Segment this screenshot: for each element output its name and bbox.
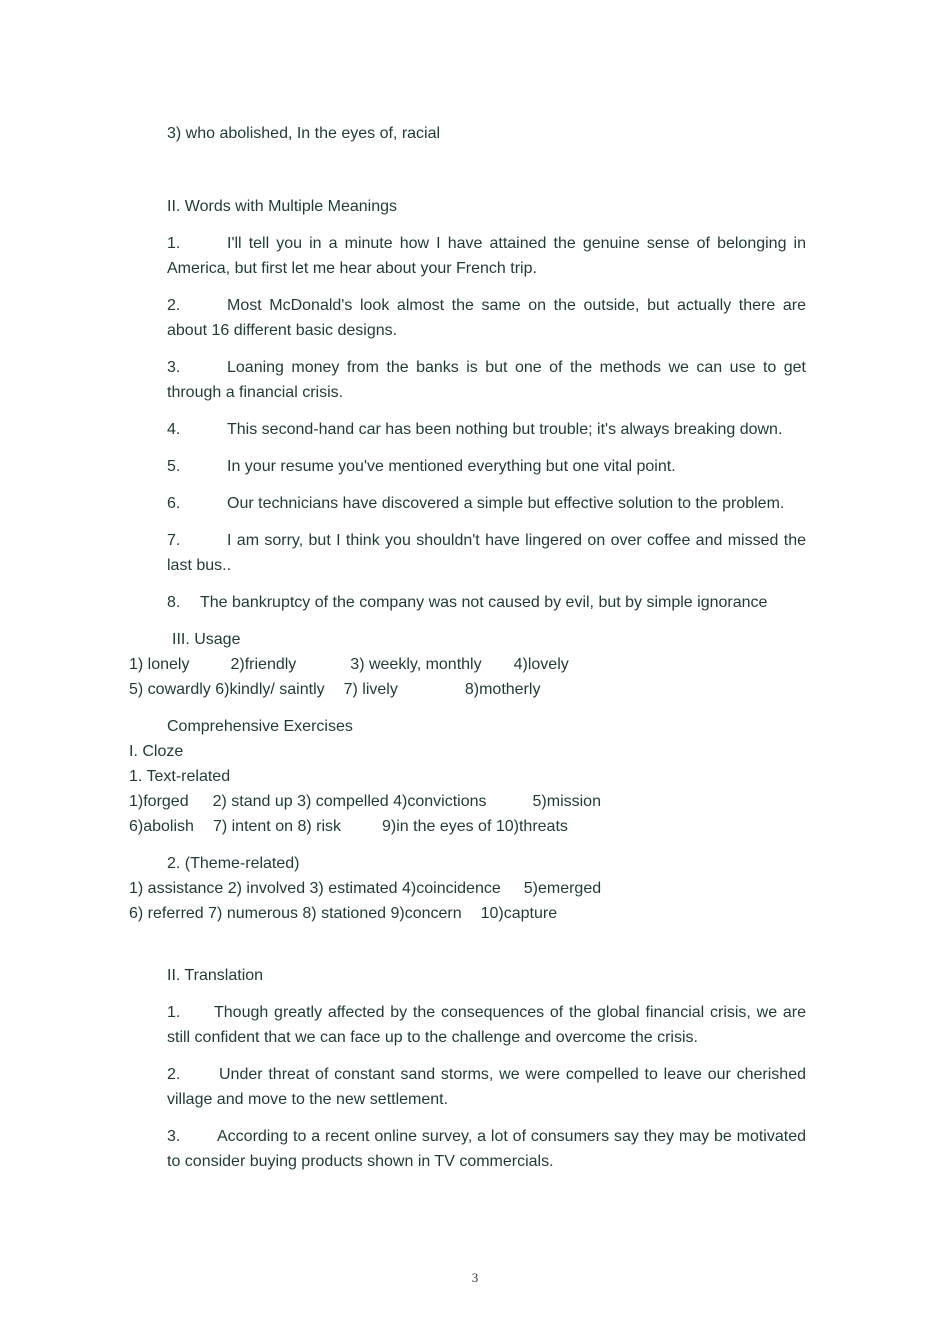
numbered-item [129,1124,806,1174]
cloze-row [129,789,806,814]
item-text: According to a recent online survey, a lot of consumers say they may be motivated to consider buying products shown in TV commercials. [167,1128,806,1170]
cloze-row [129,901,806,926]
section-title: III. Usage [172,631,241,648]
item-number: 7. [167,532,181,549]
item-text: I am sorry, but I think you shouldn't have lingered on over coffee and missed the last bus.. [167,532,806,574]
usage-row [129,677,806,702]
item-text: Under threat of constant sand storms, we were compelled to leave our cherished village and move to the new settlement. [167,1066,806,1108]
numbered-item [129,1000,806,1050]
usage-answer: 2)friendly [230,656,297,673]
item-number: 8. [167,594,181,611]
item-number: 1. [167,1004,181,1021]
section-title: Comprehensive Exercises [167,718,353,735]
item-number: 3. [167,1128,181,1145]
usage-answer: 7) lively [343,681,398,698]
usage-answer: 1) lonely [129,656,190,673]
section-title: II. Words with Multiple Meanings [167,198,398,215]
numbered-item [129,231,806,281]
item-number: 6. [167,495,181,512]
item-text: Most McDonald's look almost the same on the outside, but actually there are about 16 different basic designs. [167,297,806,339]
page-number: 3 [471,1270,479,1285]
numbered-item [129,528,806,578]
usage-answer: 5) cowardly 6)kindly/ saintly [129,681,325,698]
cloze-answer: 9)in the eyes of 10)threats [382,818,568,835]
cloze-answer: 5)emerged [523,880,602,897]
item-number: 1. [167,235,181,252]
subsection-title: 1. Text-related [129,768,231,785]
subsection-title: 2. (Theme-related) [167,855,300,872]
numbered-item [129,417,806,442]
cloze-answer: 1)forged [129,793,189,810]
item-text: Though greatly affected by the consequences of the global financial crisis, we are still confident that we can face up to the challenge and overcome the crisis. [167,1004,806,1046]
item-number: 2. [167,297,181,314]
section-title: II. Translation [167,967,264,984]
cloze-row [129,876,806,901]
item-number: 3. [167,359,181,376]
numbered-item [129,1062,806,1112]
numbered-item [129,590,806,615]
item-number: 5. [167,458,181,475]
cloze-row [129,814,806,839]
item-text: In your resume you've mentioned everything but one vital point. [227,458,676,475]
cloze-answer: 7) intent on 8) risk [212,818,341,835]
cloze-answer: 5)mission [532,793,601,810]
item-number: 4. [167,421,181,438]
item-text: Loaning money from the banks is but one of the methods we can use to get through a financial crisis. [167,359,806,401]
cloze-answer: 2) stand up 3) compelled 4)convictions [212,793,487,810]
usage-answer: 8)motherly [464,681,541,698]
cloze-answer: 6)abolish [129,818,194,835]
item-text: The bankruptcy of the company was not caused by evil, but by simple ignorance [200,594,768,611]
subsection-title: I. Cloze [129,743,184,760]
cloze-answer: 10)capture [480,905,558,922]
answer-line: 3) who abolished, In the eyes of, racial [167,125,441,142]
page-content [129,121,806,1174]
usage-answer: 4)lovely [513,656,569,673]
numbered-item [129,293,806,343]
cloze-answer: 1) assistance 2) involved 3) estimated 4)coincidence [129,880,501,897]
numbered-item [129,355,806,405]
usage-row [129,652,806,677]
item-text: Our technicians have discovered a simple but effective solution to the problem. [227,495,785,512]
item-number: 2. [167,1066,181,1083]
numbered-item [129,491,806,516]
item-text: This second-hand car has been nothing but trouble; it's always breaking down. [227,421,783,438]
usage-answer: 3) weekly, monthly [350,656,482,673]
item-text: I'll tell you in a minute how I have attained the genuine sense of belonging in America, but first let me hear about your French trip. [167,235,806,277]
numbered-item [129,454,806,479]
cloze-answer: 6) referred 7) numerous 8) stationed 9)concern [129,905,462,922]
